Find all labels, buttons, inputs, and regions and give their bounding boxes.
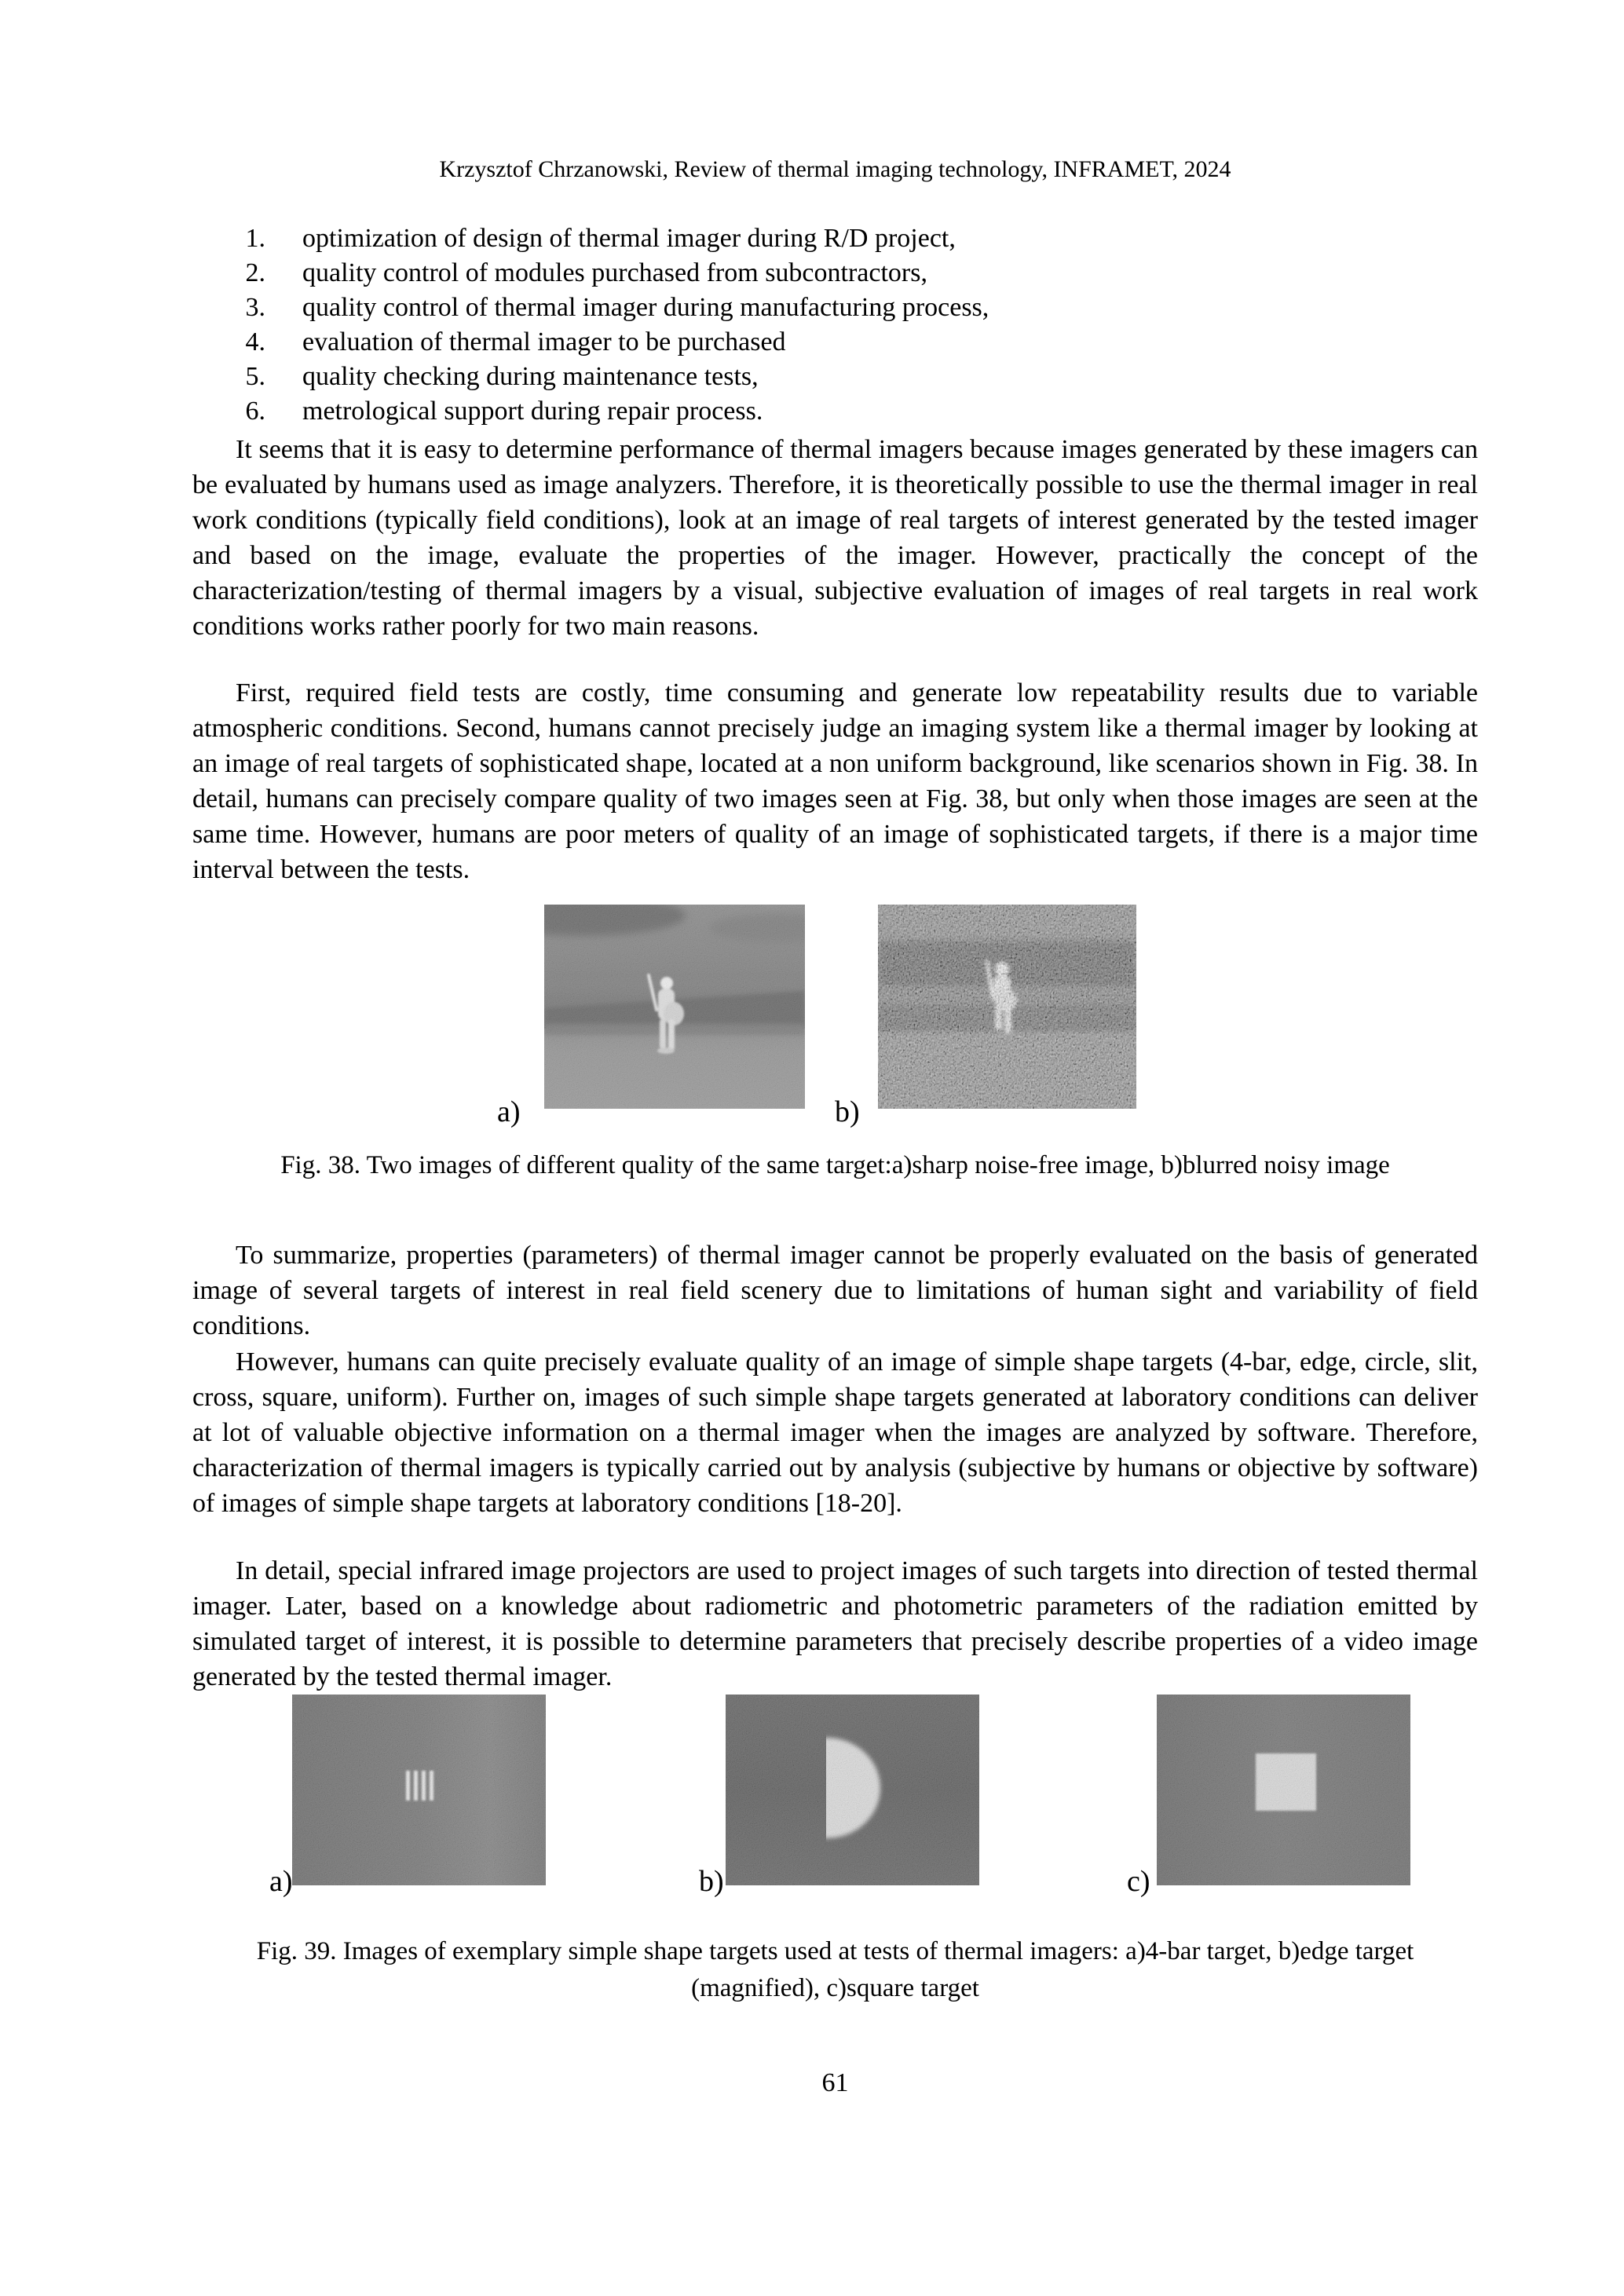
- paragraph-two-reasons: First, required field tests are costly, time consuming and generate low repeatability results due to variable atmospheric conditions. Second, humans cannot precisely judge an imaging system like a thermal imager by looking at an image of real targets of sophisticated shape, located at a non uniform background, like scenarios shown in Fig. 38. In detail, humans can precisely compare quality of two images seen at Fig. 38, but only when those images are seen at the same time. However, humans are poor meters of quality of an image of sophisticated targets, if there is a major time interval between the tests.: [192, 678, 1478, 884]
- fig38-label-a: a): [497, 1095, 521, 1128]
- list-item: [192, 360, 1478, 394]
- fig38-sharp-thermal-image: [544, 905, 805, 1109]
- list-item: [192, 256, 1478, 291]
- list-item: [192, 394, 1478, 429]
- fig39-edge-target-image: [726, 1695, 979, 1885]
- list-item-number: 3.: [245, 293, 265, 322]
- list-item-text: quality control of thermal imager during manufacturing process,: [302, 293, 989, 322]
- fig38-label-b: b): [835, 1095, 860, 1128]
- running-header: Krzysztof Chrzanowski, Review of thermal imaging technology, INFRAMET, 2024: [439, 156, 1231, 182]
- paragraph-simple-targets: However, humans can quite precisely evaluate quality of an image of simple shape targets (4-bar, edge, circle, slit, cross, square, uniform). Further on, images of such simple shape targets generated at laboratory conditions can deliver at lot of valuable objective information on a thermal imager when the images are analyzed by software. Therefore, characterization of thermal imagers is typically carried out by analysis (subjective by humans or objective by software) of images of simple shape targets at laboratory conditions [18-20].: [192, 1347, 1478, 1518]
- list-item: [192, 221, 1478, 256]
- numbered-list: [192, 221, 1478, 429]
- list-item-number: 5.: [245, 362, 265, 391]
- list-item-text: quality checking during maintenance tests,: [302, 362, 759, 391]
- list-item-number: 4.: [245, 327, 265, 356]
- list-item-text: evaluation of thermal imager to be purchased: [302, 327, 786, 356]
- list-item: [192, 291, 1478, 325]
- fig39-label-b: b): [699, 1865, 724, 1898]
- list-item-number: 6.: [245, 397, 265, 426]
- list-item-text: optimization of design of thermal imager during R/D project,: [302, 224, 956, 253]
- fig39-label-a: a): [269, 1865, 293, 1898]
- fig38-noisy-thermal-image: [878, 905, 1136, 1109]
- paragraph-performance: It seems that it is easy to determine performance of thermal imagers because images generated by these imagers can be evaluated by humans used as image analyzers. Therefore, it is theoretically possible to use the thermal imager in real work conditions (typically field conditions), look at an image of real targets of interest generated by the tested imager and based on the image, evaluate the properties of the imager. However, practically the concept of the characterization/testing of thermal imagers by a visual, subjective evaluation of images of real targets in real work conditions works rather poorly for two main reasons.: [192, 435, 1478, 641]
- list-item-number: 2.: [245, 258, 265, 287]
- paragraph-summarize: To summarize, properties (parameters) of thermal imager cannot be properly evaluated on the basis of generated image of several targets of interest in real field scenery due to limitations of human sight and variability of field conditions.: [192, 1241, 1478, 1340]
- fig38-caption-text: Fig. 38. Two images of different quality of the same target:a)sharp noise-free image, b)blurred noisy image: [280, 1151, 1390, 1179]
- list-item-number: 1.: [245, 224, 265, 253]
- list-item-text: quality control of modules purchased from subcontractors,: [302, 258, 927, 287]
- fig39-square-target-image: [1157, 1695, 1410, 1885]
- list-item-text: metrological support during repair process.: [302, 397, 763, 426]
- page-number: 61: [821, 2068, 849, 2097]
- list-item: [192, 325, 1478, 360]
- fig39-caption: [192, 1933, 1478, 2007]
- fig39-caption-text: Fig. 39. Images of exemplary simple shape targets used at tests of thermal imagers: a)4-bar target, b)edge target (magnified), c)square target: [256, 1937, 1414, 2002]
- paragraph-projectors: In detail, special infrared image projectors are used to project images of such targets into direction of tested thermal imager. Later, based on a knowledge about radiometric and photometric parameters of the radiation emitted by simulated target of interest, it is possible to determine parameters that precisely describe properties of a video image generated by the tested thermal imager.: [192, 1556, 1478, 1691]
- figure-38: [192, 903, 1478, 1139]
- fig38-caption: [192, 1147, 1478, 1184]
- fig39-label-c: c): [1127, 1865, 1150, 1898]
- fig39-4bar-target-image: [292, 1695, 546, 1885]
- figure-39: [192, 1695, 1478, 1903]
